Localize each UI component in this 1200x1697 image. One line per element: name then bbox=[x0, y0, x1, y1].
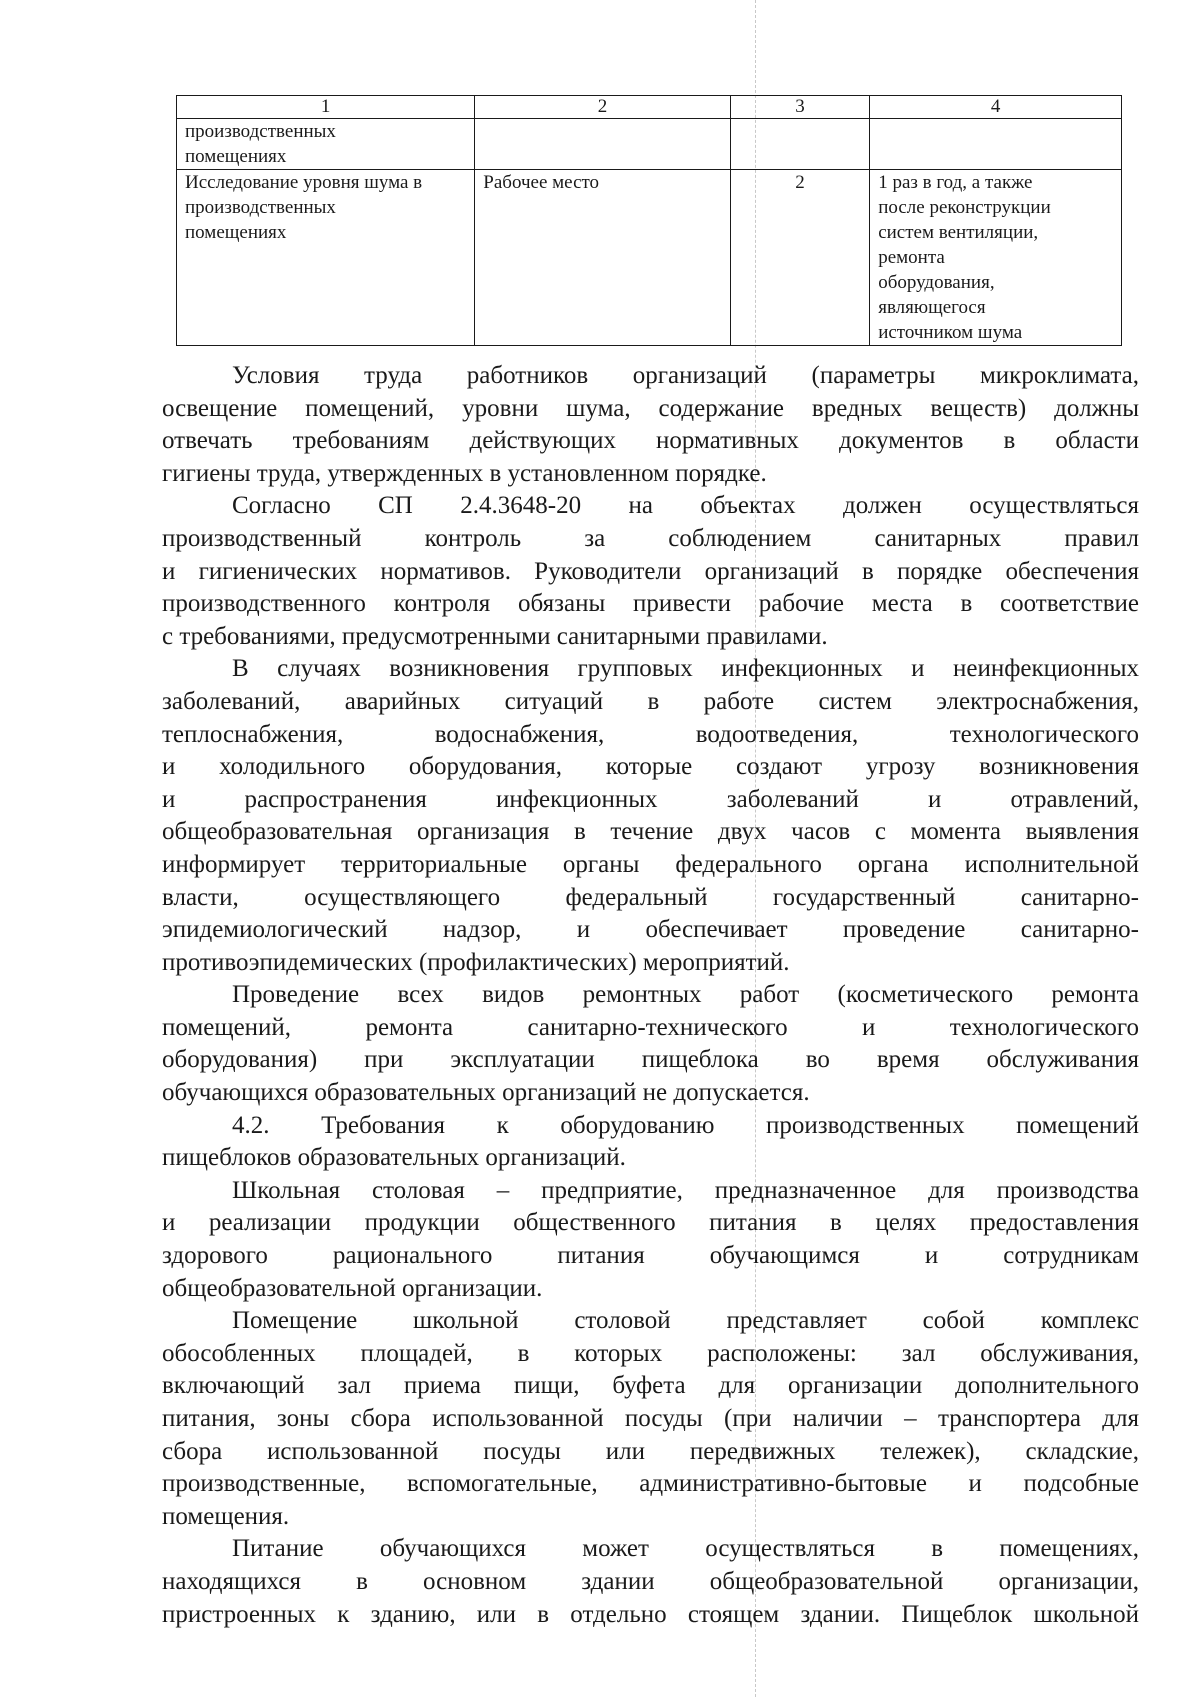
paragraph-line: Условия труда работников организаций (параметры микроклимата, bbox=[232, 362, 1139, 389]
paragraph-line: Проведение всех видов ремонтных работ (косметического ремонта bbox=[232, 981, 1139, 1009]
paragraph-line: 4.2. Требования к оборудованию производственных помещений bbox=[232, 1111, 1139, 1139]
table-header-cell: 4 bbox=[870, 96, 1122, 119]
paragraph bbox=[162, 490, 1139, 653]
paragraph-line: пищеблоков образовательных организаций. bbox=[162, 1144, 626, 1172]
paragraph-line: власти, осуществляющего федеральный государственный санитарно- bbox=[162, 883, 1139, 911]
monitoring-table bbox=[176, 95, 1122, 346]
paragraph-line: В случаях возникновения групповых инфекционных и неинфекционных bbox=[232, 655, 1139, 683]
paragraph bbox=[162, 1175, 1139, 1305]
cell-text-line: источником шума bbox=[878, 322, 1023, 343]
paragraph bbox=[162, 653, 1139, 979]
paragraph-line: и реализации продукции общественного питания в целях предоставления bbox=[162, 1209, 1139, 1237]
paragraph-line: освещение помещений, уровни шума, содержание вредных веществ) должны bbox=[162, 394, 1139, 422]
paragraph-line: питания, зоны сбора использованной посуды (при наличии – транспортера для bbox=[162, 1405, 1139, 1432]
paragraph bbox=[162, 1533, 1139, 1631]
paragraph-line: заболеваний, аварийных ситуаций в работе систем электроснабжения, bbox=[162, 687, 1139, 715]
paragraph-line: пристроенных к зданию, или в отдельно стоящем здании. Пищеблок школьной bbox=[162, 1600, 1139, 1628]
paragraph bbox=[162, 979, 1139, 1109]
paragraph-line: находящихся в основном здании общеобразовательной организации, bbox=[162, 1567, 1139, 1595]
table-header-cell: 2 bbox=[475, 96, 730, 119]
table-cell bbox=[730, 119, 870, 170]
table-header-cell: 3 bbox=[730, 96, 870, 119]
table-cell: 2 bbox=[730, 170, 870, 346]
paragraph-line: информирует территориальные органы федерального органа исполнительной bbox=[162, 850, 1139, 878]
paragraph-line: помещений, ремонта санитарно-технического и технологического bbox=[162, 1013, 1139, 1041]
cell-text-line: помещениях bbox=[185, 222, 287, 243]
paragraph-line: Согласно СП 2.4.3648-20 на объектах должен осуществляться bbox=[232, 492, 1139, 520]
table-row bbox=[177, 170, 1122, 346]
document-body bbox=[162, 360, 1139, 1631]
paragraph-line: Питание обучающихся может осуществляться в помещениях, bbox=[232, 1535, 1139, 1563]
table-cell bbox=[475, 119, 730, 170]
paragraph-line: эпидемиологический надзор, и обеспечивает проведение санитарно- bbox=[162, 916, 1139, 944]
paragraph-line: Школьная столовая – предприятие, предназначенное для производства bbox=[232, 1176, 1139, 1204]
paragraph-line: и гигиенических нормативов. Руководители организаций в порядке обеспечения bbox=[162, 557, 1139, 585]
paragraph-line: производственный контроль за соблюдением санитарных правил bbox=[162, 524, 1139, 552]
table-header-row bbox=[177, 96, 1122, 119]
paragraph-line: противоэпидемических (профилактических) мероприятий. bbox=[162, 948, 790, 976]
cell-text-line: ремонта bbox=[878, 247, 945, 268]
table-cell: Рабочее место bbox=[475, 170, 730, 346]
paragraph bbox=[162, 360, 1139, 490]
paragraph bbox=[162, 1305, 1139, 1533]
cell-text-line: после реконструкции bbox=[878, 197, 1051, 218]
table-cell bbox=[177, 119, 475, 170]
paragraph-line: отвечать требованиям действующих нормативных документов в области bbox=[162, 427, 1139, 455]
table-cell bbox=[870, 170, 1122, 346]
paragraph-line: и распространения инфекционных заболеваний и отравлений, bbox=[162, 785, 1139, 813]
paragraph-line: обособленных площадей, в которых расположены: зал обслуживания, bbox=[162, 1339, 1139, 1367]
paragraph-line: оборудования) при эксплуатации пищеблока во время обслуживания bbox=[162, 1046, 1139, 1074]
paragraph-line: сбора использованной посуды или передвижных тележек), складские, bbox=[162, 1437, 1139, 1465]
paragraph-line: здорового рационального питания обучающимся и сотрудникам bbox=[162, 1242, 1139, 1270]
cell-text-line: являющегося bbox=[878, 297, 986, 318]
cell-text-line: систем вентиляции, bbox=[878, 222, 1039, 243]
paragraph bbox=[162, 1110, 1139, 1175]
paragraph-line: гигиены труда, утвержденных в установленном порядке. bbox=[162, 459, 767, 487]
paragraph-line: и холодильного оборудования, которые создают угрозу возникновения bbox=[162, 753, 1139, 781]
paragraph-line: производственные, вспомогательные, административно-бытовые и подсобные bbox=[162, 1470, 1139, 1498]
cell-text-line: 1 раз в год, а также bbox=[878, 172, 1033, 193]
paragraph-line: обучающихся образовательных организаций не допускается. bbox=[162, 1079, 810, 1107]
paragraph-line: помещения. bbox=[162, 1502, 290, 1530]
table-row bbox=[177, 119, 1122, 170]
cell-text-line: помещениях bbox=[185, 146, 287, 167]
cell-text-line: производственных bbox=[185, 121, 336, 142]
paragraph-line: общеобразовательная организация в течение двух часов с момента выявления bbox=[162, 818, 1139, 846]
paragraph-line: включающий зал приема пищи, буфета для организации дополнительного bbox=[162, 1372, 1139, 1400]
cell-text-line: оборудования, bbox=[878, 272, 995, 293]
paragraph-line: Помещение школьной столовой представляет собой комплекс bbox=[232, 1307, 1139, 1335]
table-cell bbox=[177, 170, 475, 346]
paragraph-line: с требованиями, предусмотренными санитарными правилами. bbox=[162, 622, 828, 650]
table-header-cell: 1 bbox=[177, 96, 475, 119]
table-cell bbox=[870, 119, 1122, 170]
paragraph-line: теплоснабжения, водоснабжения, водоотведения, технологического bbox=[162, 720, 1139, 748]
cell-text-line: Исследование уровня шума в bbox=[185, 172, 423, 193]
paragraph-line: производственного контроля обязаны привести рабочие места в соответствие bbox=[162, 590, 1139, 618]
cell-text-line: производственных bbox=[185, 197, 336, 218]
paragraph-line: общеобразовательной организации. bbox=[162, 1274, 543, 1302]
